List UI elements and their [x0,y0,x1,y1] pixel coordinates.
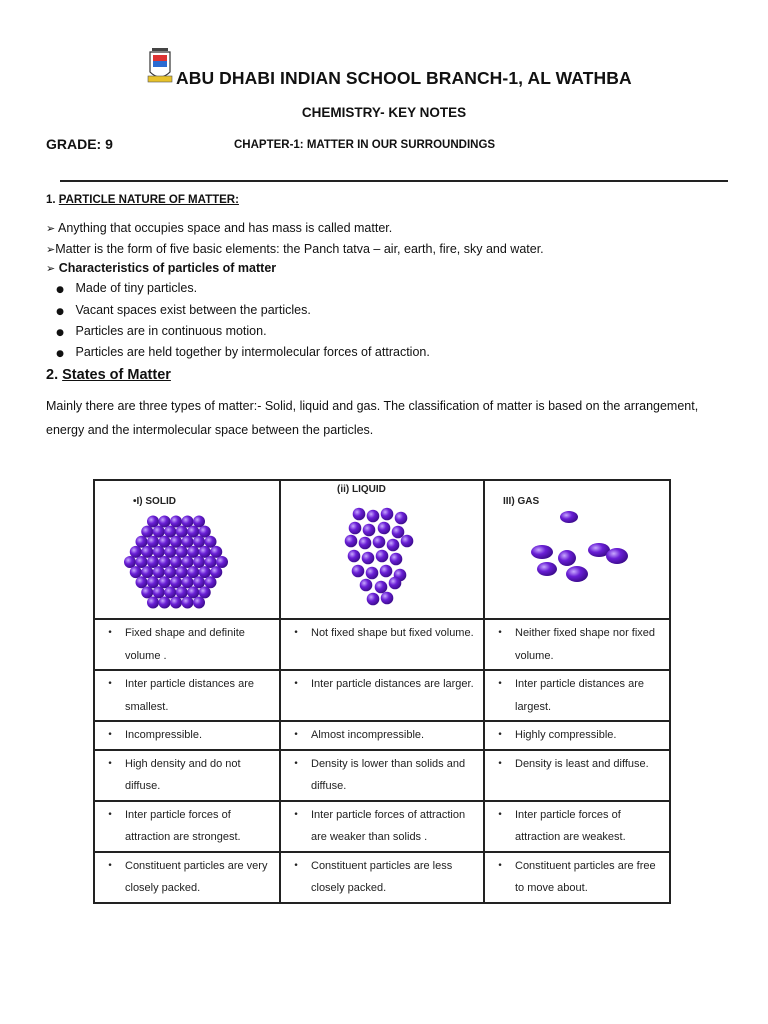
characteristic-text: Particles are held together by intermolecular forces of attraction. [75,345,430,359]
point-item [46,242,544,256]
solid-particle [164,526,176,538]
liquid-particle [392,526,405,539]
bullet-icon: • [497,679,503,689]
bullet-icon: • [293,809,299,820]
solid-particle [159,596,171,608]
solid-particle [164,586,176,598]
divider [60,180,728,182]
gas-particle [606,548,628,564]
characteristic-item [48,324,267,338]
solid-property-cell [94,721,280,750]
liquid-particle [348,550,361,563]
characteristic-item [48,345,430,359]
solid-particle [176,586,188,598]
liquid-property-cell [280,721,484,750]
bullet-icon: • [497,730,503,740]
property-text: Incompressible. [125,729,203,741]
liquid-particle [367,593,380,606]
solid-particle [205,556,217,568]
solid-particle [199,586,211,598]
characteristic-text: Particles are in continuous motion. [75,324,267,338]
characteristic-item [48,281,197,295]
property-text: Inter particle forces of attraction are weakest. [515,808,626,843]
liquid-particle [367,510,380,523]
solid-particle [176,526,188,538]
section2-title: States of Matter [62,367,171,383]
solid-particle [193,516,205,528]
bullet-icon: • [107,730,113,740]
solid-particle [153,526,165,538]
solid-particle [136,536,148,548]
solid-label: •I) SOLID [133,496,176,507]
gas-label: III) GAS [503,496,540,507]
solid-particle [124,556,136,568]
liquid-particle [387,539,400,552]
solid-particle [170,596,182,608]
bullet-icon: • [293,860,299,871]
document-subtitle: CHEMISTRY- KEY NOTES [301,105,467,120]
solid-particle [164,566,176,578]
school-name: ABU DHABI INDIAN SCHOOL BRANCH-1, AL WATHBA [176,68,632,88]
solid-particle [182,596,194,608]
bullet-icon: • [497,628,503,638]
solid-particle [147,556,159,568]
chapter-title: CHAPTER-1: MATTER IN OUR SURROUNDINGS [234,139,496,151]
liquid-particle [373,536,386,549]
solid-particle [147,536,159,548]
solid-property-cell [94,750,280,801]
bullet-icon: • [293,730,299,740]
solid-particle [193,556,205,568]
property-text: High density and do not diffuse. [125,757,241,792]
liquid-property-cell [280,670,484,721]
section1-heading [46,194,239,206]
bullet-icon: • [293,758,299,769]
liquid-particles-diagram [281,481,485,618]
bullet-icon: • [107,860,113,871]
gas-property-cell [484,852,670,903]
solid-particle [205,576,217,588]
solid-particle [170,536,182,548]
point-text: Matter is the form of five basic elements: the Panch tatva – air, earth, fire, sky and water. [55,242,544,256]
solid-particle [187,586,199,598]
characteristic-item [48,303,311,317]
solid-particle [170,576,182,588]
property-text: Density is lower than solids and diffuse. [311,757,466,792]
liquid-particle [390,553,403,566]
illustration-row [94,480,670,619]
liquid-particle [380,565,393,578]
section1-title: PARTICLE NATURE OF MATTER: [58,194,239,206]
solid-particle [159,556,171,568]
solid-particle [136,576,148,588]
liquid-particle [375,581,388,594]
liquid-particle [376,550,389,563]
property-text: Inter particle distances are smallest. [125,678,255,713]
solid-particle [176,566,188,578]
liquid-property-cell [280,852,484,903]
liquid-particle [366,567,379,580]
gas-property-cell [484,750,670,801]
property-text: Neither fixed shape nor fixed volume. [515,627,656,662]
solid-particle [187,566,199,578]
table-row [94,852,670,903]
gas-property-cell [484,619,670,670]
section2-number: 2. [46,367,59,383]
bullet-icon: • [107,809,113,820]
gas-particles-diagram [485,481,671,618]
solid-particle [159,516,171,528]
solid-particle [187,546,199,558]
solid-particle [141,586,153,598]
solid-particles-diagram [95,481,281,618]
property-text: Constituent particles are very closely packed. [125,859,268,894]
solid-particle [216,556,228,568]
solid-particle [193,536,205,548]
bullet-icon: • [107,679,113,689]
bullet-icon: • [293,628,299,638]
arrow-icon: ➢ [46,222,56,235]
liquid-particle [395,512,408,525]
bullet-icon: • [293,679,299,689]
liquid-particle [378,522,391,535]
table-row [94,619,670,670]
characteristic-text: Vacant spaces exist between the particles. [75,303,311,317]
bullet-icon: • [107,628,113,638]
characteristic-text: Made of tiny particles. [75,281,198,295]
solid-particle [159,576,171,588]
solid-particle [193,596,205,608]
bullet-icon: ● [56,349,64,359]
solid-particle [187,526,199,538]
school-logo [146,46,174,88]
arrow-icon: ➢ [46,243,56,256]
solid-particle [182,516,194,528]
solid-particle [164,546,176,558]
characteristics-heading-text: Characteristics of particles of matter [58,261,277,275]
liquid-particle [353,508,366,521]
solid-particle [182,556,194,568]
solid-particle [130,566,142,578]
solid-particle [199,526,211,538]
characteristics-heading [46,261,276,275]
liquid-property-cell [280,619,484,670]
gas-particle [560,511,578,523]
solid-particle [159,536,171,548]
liquid-property-cell [280,801,484,852]
property-text: Almost incompressible. [311,729,425,741]
solid-particle [147,576,159,588]
liquid-particle [362,552,375,565]
property-text: Fixed shape and definite volume . [125,627,245,662]
gas-particle [558,550,576,566]
gas-particle [537,562,557,576]
point-item [46,221,392,235]
solid-particle [170,516,182,528]
liquid-particle [345,535,358,548]
solid-particle [141,566,153,578]
solid-property-cell [94,801,280,852]
gas-property-cell [484,801,670,852]
table-row [94,721,670,750]
arrow-icon: ➢ [46,262,56,275]
table-row [94,670,670,721]
gas-property-cell [484,670,670,721]
grade-label: GRADE: 9 [46,136,113,152]
liquid-particle [381,508,394,521]
solid-header-cell [94,480,280,619]
liquid-particle [349,522,362,535]
solid-particle [141,546,153,558]
table-row [94,801,670,852]
bullet-icon: ● [56,285,64,295]
property-text: Inter particle forces of attraction are weaker than solids . [311,808,466,843]
bullet-icon: • [497,809,503,820]
property-text: Constituent particles are free to move about. [515,859,656,894]
liquid-particle [401,535,414,548]
bullet-icon: • [497,758,503,769]
point-text: Anything that occupies space and has mass is called matter. [58,221,393,235]
gas-header-cell [484,480,670,619]
solid-particle [141,526,153,538]
liquid-particle [359,537,372,550]
section2-heading [46,367,171,383]
liquid-header-cell [280,480,484,619]
solid-particle [176,546,188,558]
solid-particle [136,556,148,568]
liquid-particle [389,577,402,590]
solid-particle [153,546,165,558]
solid-particle [130,546,142,558]
bullet-icon: • [497,860,503,871]
solid-property-cell [94,852,280,903]
property-text: Density is least and diffuse. [515,757,649,770]
liquid-particle [381,592,394,605]
property-text: Constituent particles are less closely packed. [311,859,453,894]
property-text: Inter particle distances are larger. [311,678,474,690]
solid-particle [210,546,222,558]
solid-particle [170,556,182,568]
solid-particle [199,546,211,558]
liquid-label: (ii) LIQUID [337,484,386,495]
gas-particle [531,545,553,559]
liquid-particle [360,579,373,592]
solid-particle [205,536,217,548]
liquid-property-cell [280,750,484,801]
property-text: Inter particle distances are largest. [515,678,645,713]
bullet-icon: • [107,758,113,769]
liquid-particle [363,524,376,537]
solid-particle [147,516,159,528]
solid-particle [193,576,205,588]
solid-particle [182,536,194,548]
states-paragraph: Mainly there are three types of matter:- Solid, liquid and gas. The classification of matter is based on the arrangement, energy and the intermolecular space between the particles. [46,399,699,437]
solid-property-cell [94,619,280,670]
solid-particle [210,566,222,578]
states-of-matter-table [93,479,671,904]
solid-particle [182,576,194,588]
liquid-particle [352,565,365,578]
solid-particle [147,596,159,608]
solid-property-cell [94,670,280,721]
gas-particle [566,566,588,582]
gas-property-cell [484,721,670,750]
table-row [94,750,670,801]
property-text: Inter particle forces of attraction are strongest. [125,808,241,843]
solid-particle [153,566,165,578]
property-text: Highly compressible. [515,729,617,741]
bullet-icon: ● [56,328,64,338]
solid-particle [153,586,165,598]
section1-number: 1. [46,194,56,206]
property-text: Not fixed shape but fixed volume. [311,627,474,639]
solid-particle [199,566,211,578]
bullet-icon: ● [56,307,64,317]
properties-rows [94,619,670,903]
